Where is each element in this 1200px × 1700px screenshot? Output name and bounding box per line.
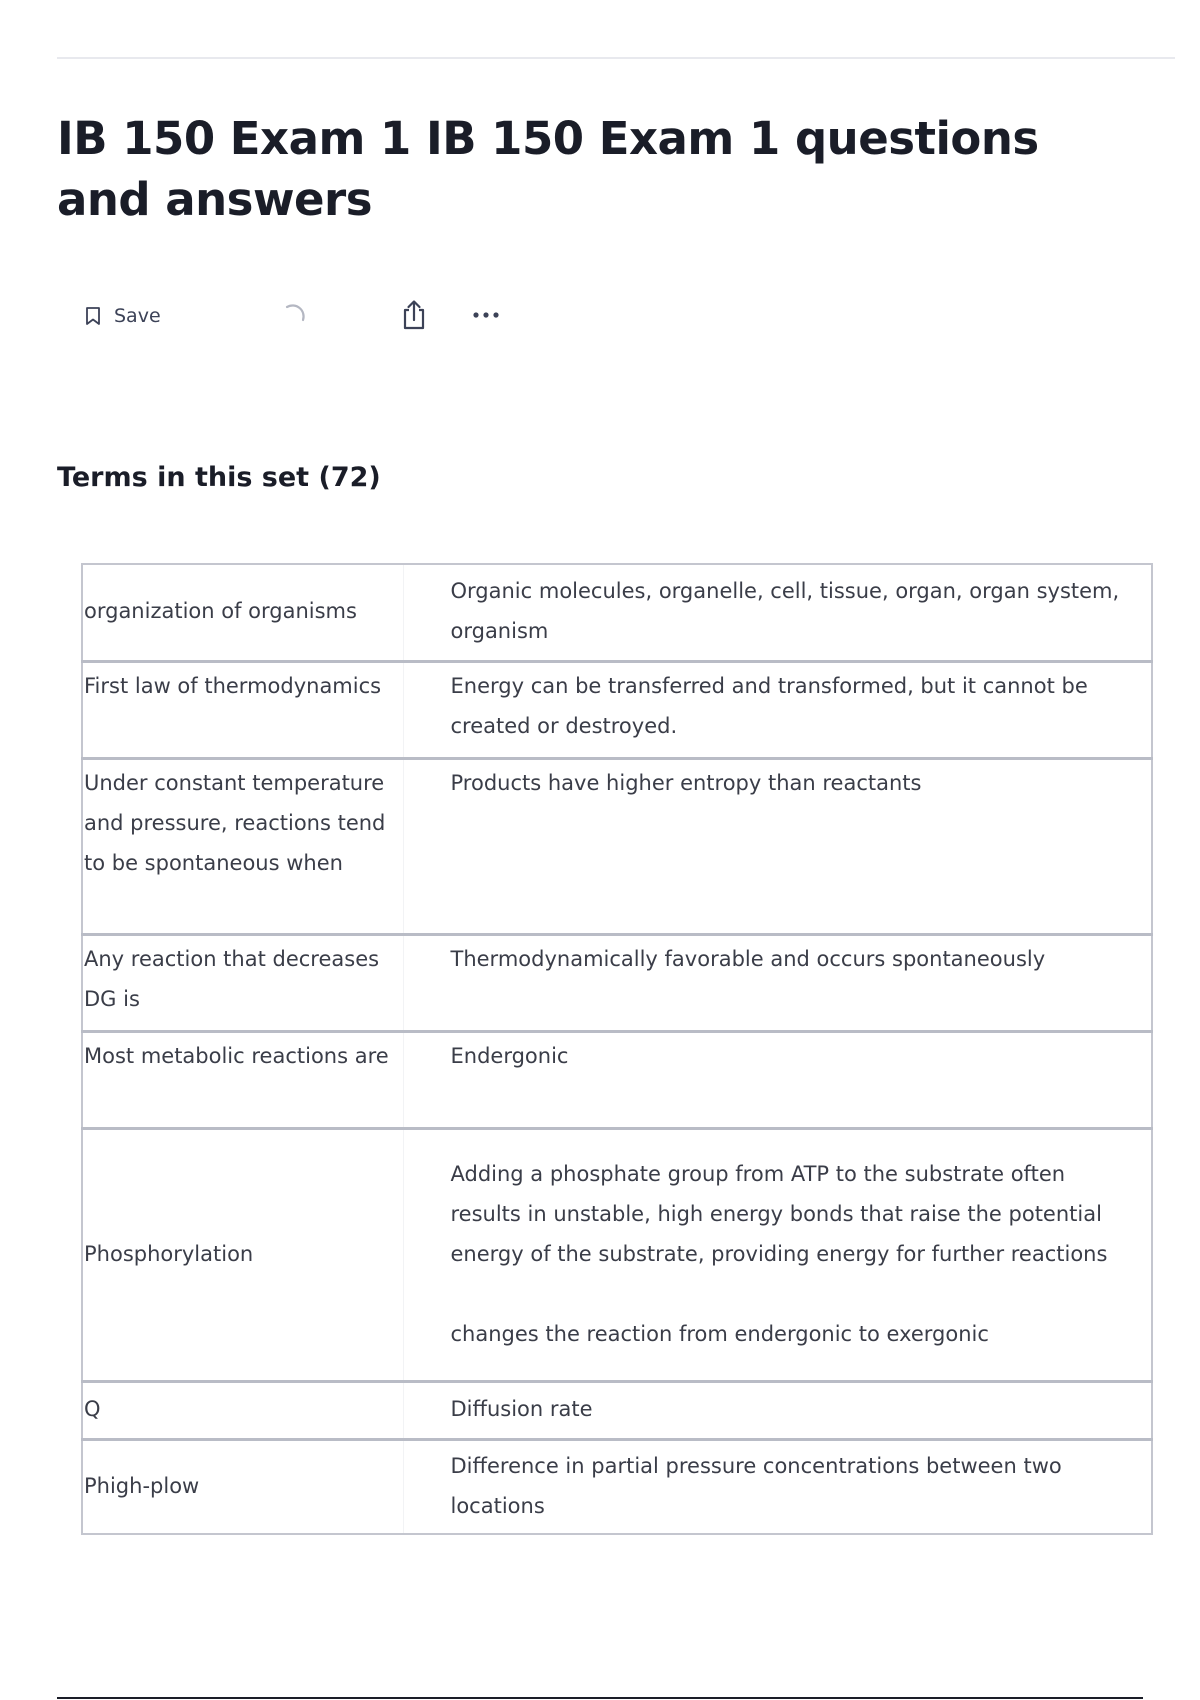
bookmark-icon bbox=[84, 306, 102, 326]
term-cell: Phigh-plow bbox=[82, 1439, 403, 1534]
definition-cell bbox=[403, 1439, 1152, 1534]
top-divider bbox=[57, 57, 1175, 59]
term-cell: Most metabolic reactions are bbox=[82, 1031, 403, 1128]
definition-text: Organic molecules, organelle, cell, tissue, organ, organ system, organism bbox=[450, 579, 1126, 644]
share-button[interactable] bbox=[398, 298, 430, 332]
definition-text: Thermodynamically favorable and occurs spontaneously bbox=[450, 946, 1046, 971]
definition-text: Diffusion rate bbox=[450, 1397, 593, 1421]
term-row bbox=[82, 934, 1152, 1031]
definition-text: Endergonic bbox=[450, 1043, 569, 1068]
terms-heading: Terms in this set (72) bbox=[57, 462, 381, 493]
set-actions-toolbar bbox=[84, 298, 524, 334]
more-horizontal-icon bbox=[468, 300, 504, 330]
definition-cell bbox=[403, 564, 1152, 661]
terms-table bbox=[81, 563, 1153, 1535]
term-cell: organization of organisms bbox=[82, 564, 403, 661]
term-row bbox=[82, 1439, 1152, 1534]
term-row bbox=[82, 1381, 1152, 1439]
term-cell: Q bbox=[82, 1381, 403, 1439]
definition-cell bbox=[403, 758, 1152, 934]
definition-cell bbox=[403, 934, 1152, 1031]
save-label: Save bbox=[114, 305, 161, 327]
definition-cell bbox=[403, 1381, 1152, 1439]
term-cell: Under constant temperature and pressure, reactions tend to be spontaneous when bbox=[82, 758, 403, 934]
definition-cell bbox=[403, 1031, 1152, 1128]
definition-text: Difference in partial pressure concentrations between two locations bbox=[450, 1453, 1069, 1518]
term-row bbox=[82, 1031, 1152, 1128]
term-cell: Any reaction that decreases DG is bbox=[82, 934, 403, 1031]
bottom-divider bbox=[57, 1697, 1143, 1699]
term-row bbox=[82, 758, 1152, 934]
term-row bbox=[82, 564, 1152, 661]
loading-spinner-icon bbox=[282, 302, 308, 328]
definition-text: Adding a phosphate group from ATP to the substrate often results in unstable, high energy bonds that raise the potential energy of the substrate, providing energy for further reactions bbox=[450, 1161, 1109, 1266]
term-cell: First law of thermodynamics bbox=[82, 661, 403, 758]
term-row bbox=[82, 661, 1152, 758]
page-title: IB 150 Exam 1 IB 150 Exam 1 questions and answers bbox=[57, 112, 1039, 226]
definition-text: Products have higher entropy than reactants bbox=[450, 770, 922, 795]
term-row bbox=[82, 1128, 1152, 1381]
definition-cell bbox=[403, 1128, 1152, 1381]
definition-text: Energy can be transferred and transformed, but it cannot be created or destroyed. bbox=[450, 673, 1095, 738]
save-button[interactable] bbox=[84, 301, 161, 331]
definition-cell bbox=[403, 661, 1152, 758]
term-cell: Phosphorylation bbox=[82, 1128, 403, 1381]
definition-text: changes the reaction from endergonic to exergonic bbox=[450, 1321, 989, 1346]
more-options-button[interactable] bbox=[468, 300, 504, 330]
definition-spacer bbox=[451, 1274, 1132, 1314]
share-icon bbox=[398, 298, 430, 332]
